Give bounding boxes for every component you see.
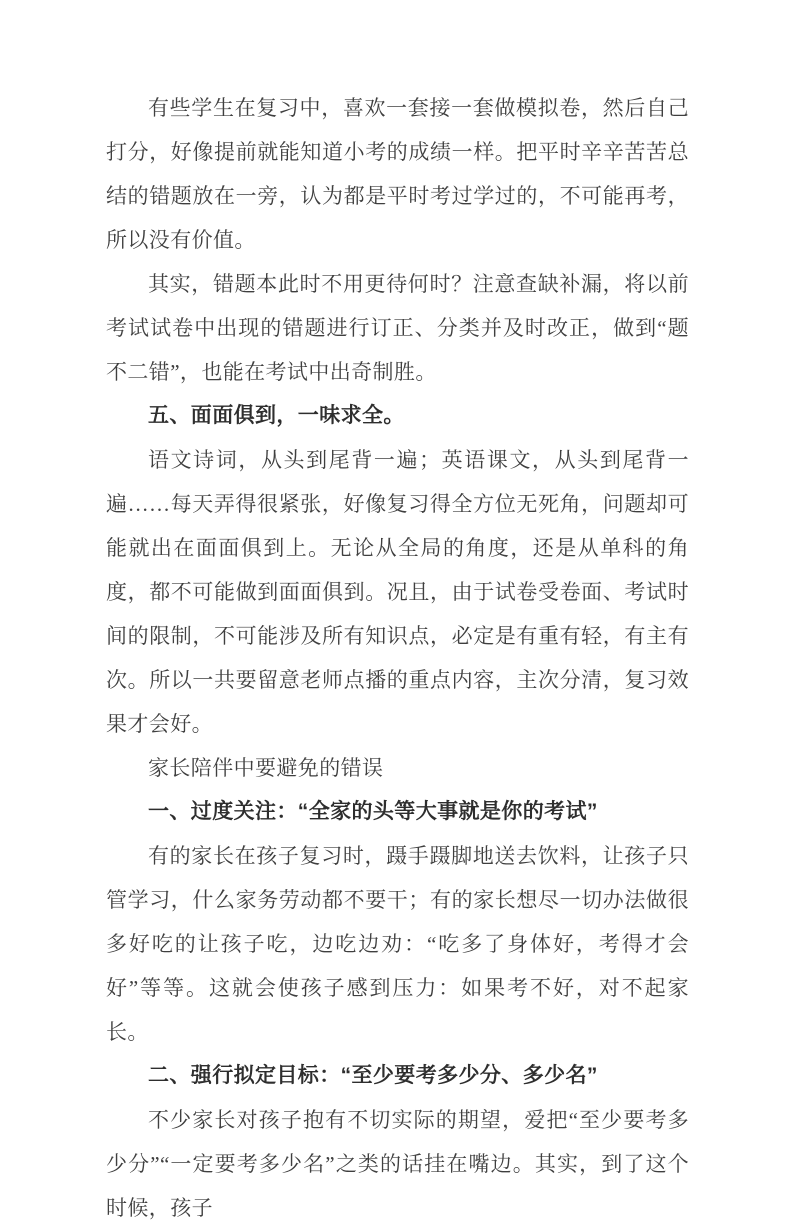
body-paragraph: 不少家长对孩子抱有不切实际的期望，爱把“至少要考多少分”“一定要考多少名”之类的话挂在嘴边。其实，到了这个时候，孩子 (106, 1108, 689, 1220)
body-paragraph: 有些学生在复习中，喜欢一套接一套做模拟卷，然后自己打分，好像提前就能知道小考的成绩一样。把平时辛辛苦苦总结的错题放在一旁，认为都是平时考过学过的，不可能再考，所以没有价值。 (106, 96, 689, 252)
body-paragraph: 语文诗词，从头到尾背一遍；英语课文，从头到尾背一遍……每天弄得很紧张，好像复习得全方位无死角，问题却可能就出在面面俱到上。无论从全局的角度，还是从单科的角度，都不可能做到面面俱到。况且，由于试卷受卷面、考试时间的限制，不可能涉及所有知识点，必定是有重有轻，有主有次。所以一共要留意老师点播的重点内容，主次分清，复习效果才会好。 (106, 448, 689, 736)
body-paragraph: 家长陪伴中要避免的错误 (148, 756, 384, 780)
section-heading: 二、强行拟定目标：“至少要考多少分、多少名” (148, 1064, 598, 1087)
body-paragraph: 其实，错题本此时不用更待何时？注意查缺补漏，将以前考试试卷中出现的错题进行订正、分类并及时改正，做到“题不二错”，也能在考试中出奇制胜。 (106, 272, 689, 384)
document-body (106, 86, 689, 1230)
section-heading: 五、面面俱到，一味求全。 (148, 404, 405, 427)
body-paragraph: 有的家长在孩子复习时，蹑手蹑脚地送去饮料，让孩子只管学习，什么家务劳动都不要干；有的家长想尽一切办法做很多好吃的让孩子吃，边吃边劝：“吃多了身体好，考得才会好”等等。这就会使孩子感到压力：如果考不好，对不起家长。 (106, 844, 689, 1044)
section-heading: 一、过度关注：“全家的头等大事就是你的考试” (148, 800, 598, 823)
